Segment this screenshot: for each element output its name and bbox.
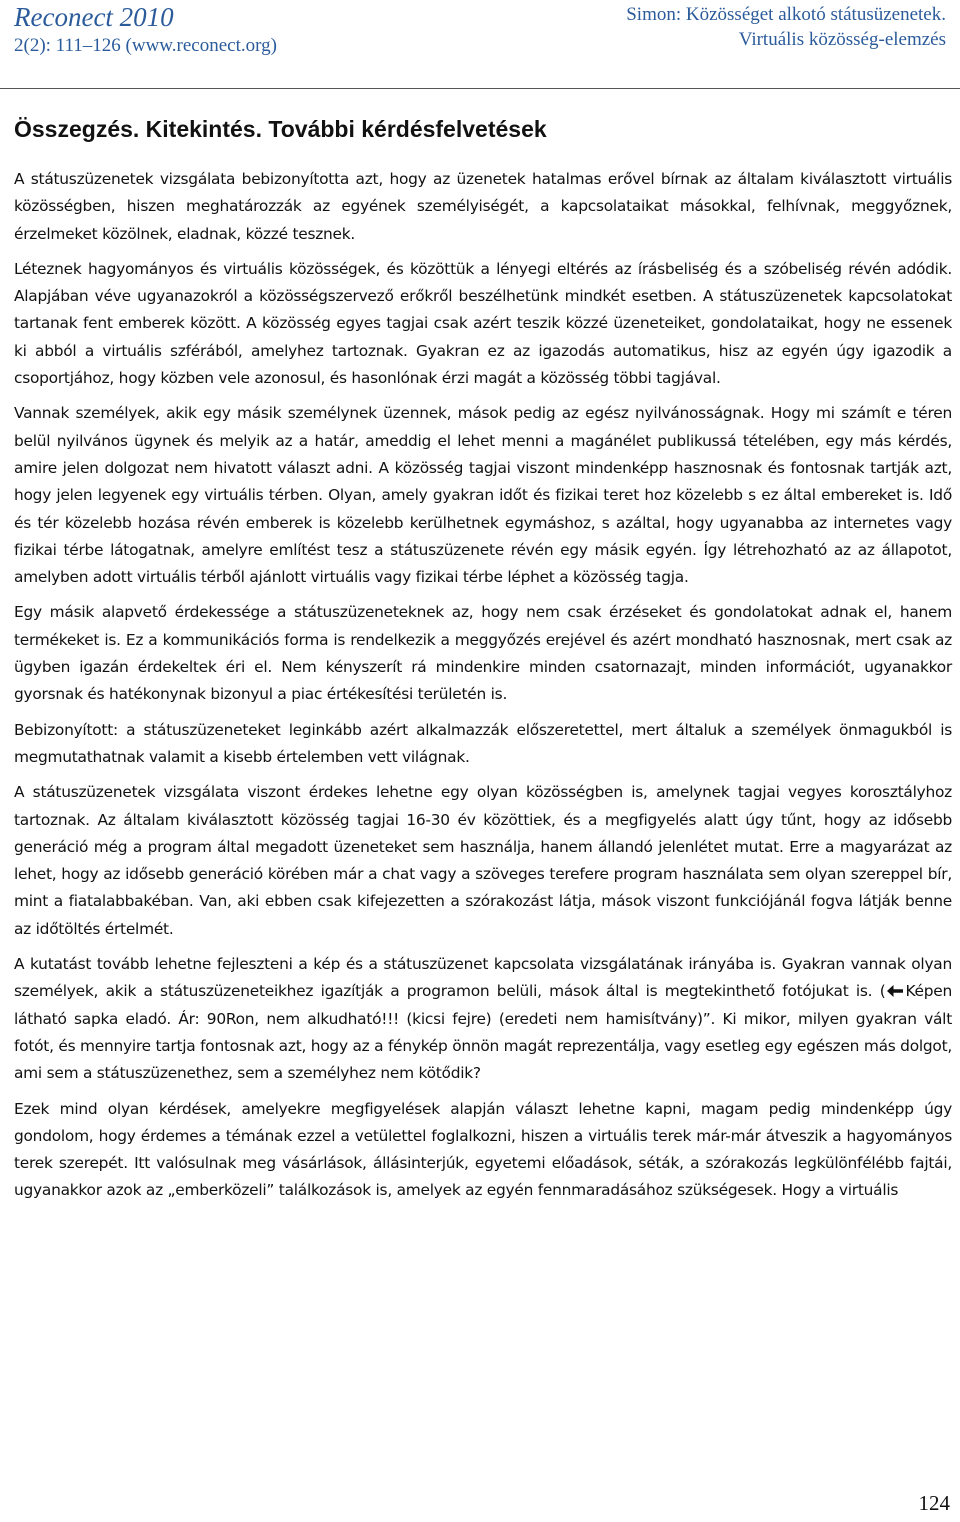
paragraph: A státuszüzenetek vizsgálata viszont érdekes lehetne egy olyan közösségben is, amelynek tagjai vegyes korosztályhoz tartoznak. Az általam kiválasztott közösség tagjai 16-30 év közöttiek, és a megfigyelés alatt úgy tűnt, hogy az idősebb generáció még a program által megadott üzeneteket sem használja, hanem állandó jelenlétet mutat. Erre a magyarázat az lehet, hogy az idősebb generáció körében már a chat vagy a szöveges terefere program használata sem olyan szereppel bír, mint a fiatalabbakéban. Van, aki ebben csak kifejezetten a szórakozást látja, mások viszont funkciójánál fogva látják benne az időtöltés értelmét. <box>14 783 952 938</box>
article-author-title: Simon: Közösséget alkotó státusüzenetek. <box>626 4 946 25</box>
page-number: 124 <box>918 1491 950 1515</box>
paragraph-text-before: A kutatást tovább lehetne fejleszteni a kép és a státuszüzenet kapcsolata vizsgálatának irányába is. Gyakran vannak olyan személyek, akik a státuszüzeneteikhez igazítják a programon belüli, mások által is megtekinthető fotójukat is. ( <box>14 955 952 1001</box>
journal-title: Reconect 2010 <box>14 2 174 32</box>
page-header <box>0 0 960 92</box>
paragraph-with-quote <box>14 951 952 1087</box>
left-arrow-icon <box>886 983 904 999</box>
paragraph-text-after: Képen látható sapka eladó. Ár: 90Ron, nem alkudható!!! (kicsi fejre) (eredeti nem hamisítvány)”. Ki mikor, milyen gyakran vált fotót, és mennyire tartja fontosnak azt, hogy az a fénykép önnön magát reprezentálja, vagy esetleg egy egészen más dolgot, ami sem a státuszüzenethez, sem a személyhez nem kötődik? <box>14 982 952 1083</box>
journal-issue: 2(2): 111–126 (www.reconect.org) <box>14 35 277 56</box>
paragraph: A státuszüzenetek vizsgálata bebizonyította azt, hogy az üzenetek hatalmas erővel bírnak az általam kiválasztott virtuális közösségben, hiszen meghatározzák az egyének személyiségét, a kapcsolataikat másokkal, felhívnak, meggyőznek, érzelmeket közölnek, eladnak, közzé tesznek. <box>14 170 952 243</box>
paragraph: Bebizonyított: a státuszüzeneteket leginkább azért alkalmazzák előszeretettel, mert általuk a személyek önmagukból is megmutathatnak valamit a kisebb értelemben vett világnak. <box>14 720 952 766</box>
paragraph: Egy másik alapvető érdekessége a státuszüzeneteknek az, hogy nem csak érzéseket és gondolatokat adnak el, hanem termékeket is. Ez a kommunikációs forma is rendelkezik a meggyőzés erejével és azért mondható hasznosnak, mert csak az ügyben igazán érdekeltek éri el. Nem kényszerít rá mindenkire minden csatornazajt, minden információt, ugyanakkor gyorsnak és hatékonynak bizonyul a piac értékesítési területén is. <box>14 603 952 704</box>
header-divider <box>0 88 960 89</box>
paragraph: Ezek mind olyan kérdések, amelyekre megfigyelések alapján választ lehetne kapni, magam pedig mindenképp úgy gondolom, hogy érdemes a témának ezzel a vetülettel foglalkozni, hiszen a virtuális terek már-már átveszik a hagyományos terek szerepét. Itt valósulnak meg vásárlások, állásinterjúk, egyetemi előadások, séták, a szórakozás legkülönfélébb fajtái, ugyanakkor azok az „emberközeli” találkozások is, amelyek az egyén fennmaradásához szükségesek. Hogy a virtuális <box>14 1099 952 1200</box>
paragraph: Léteznek hagyományos és virtuális közösségek, és közöttük a lényegi eltérés az írásbeliség és a szóbeliség révén adódik. Alapjában véve ugyanazokról a közösségszervező erőkről beszélhetünk mindkét esetben. A státuszüzenetek kapcsolatokat tartanak fent emberek között. A közösség egyes tagjai csak azért teszik közzé üzeneteiket, gondolataikat, hogy ne essenek ki abból a virtuális szférából, amelyhez tartoznak. Gyakran ez az igazodás automatikus, hisz az egyén úgy igazodik a csoportjához, hogy közben vele azonosul, és hasonlónak érzi magát a közösség többi tagjával. <box>14 259 952 388</box>
section-title: Összegzés. Kitekintés. További kérdésfelvetések <box>14 116 547 142</box>
body-text <box>14 166 952 1213</box>
article-subtitle: Virtuális közösség-elemzés <box>738 29 946 50</box>
paragraph: Vannak személyek, akik egy másik személynek üzennek, mások pedig az egész nyilvánosságnak. Hogy mi számít e téren belül nyilvános ügynek és melyik az a határ, ameddig el lehet menni a magánélet publikussá tételében, egy más kérdés, amire jelen dolgozat nem hivatott választ adni. A közösség tagjai viszont mindenképp hasznosnak és fontosnak tartják azt, hogy jelen legyenek egy virtuális térben. Olyan, amely gyakran időt és fizikai teret hoz közelebb s ez által embereket is. Idő és tér közelebb hozása révén emberek is közelebb kerülhetnek egymáshoz, s azáltal, hogy ugyanabba az internetes vagy fizikai térbe látogatnak, amelyre említést tesz a státuszüzenete révén egy másik egyén. Így létrehozható az az állapotot, amelyben adott virtuális térből ajánlott virtuális vagy fizikai térbe léphet a közösség tagja. <box>14 404 952 587</box>
